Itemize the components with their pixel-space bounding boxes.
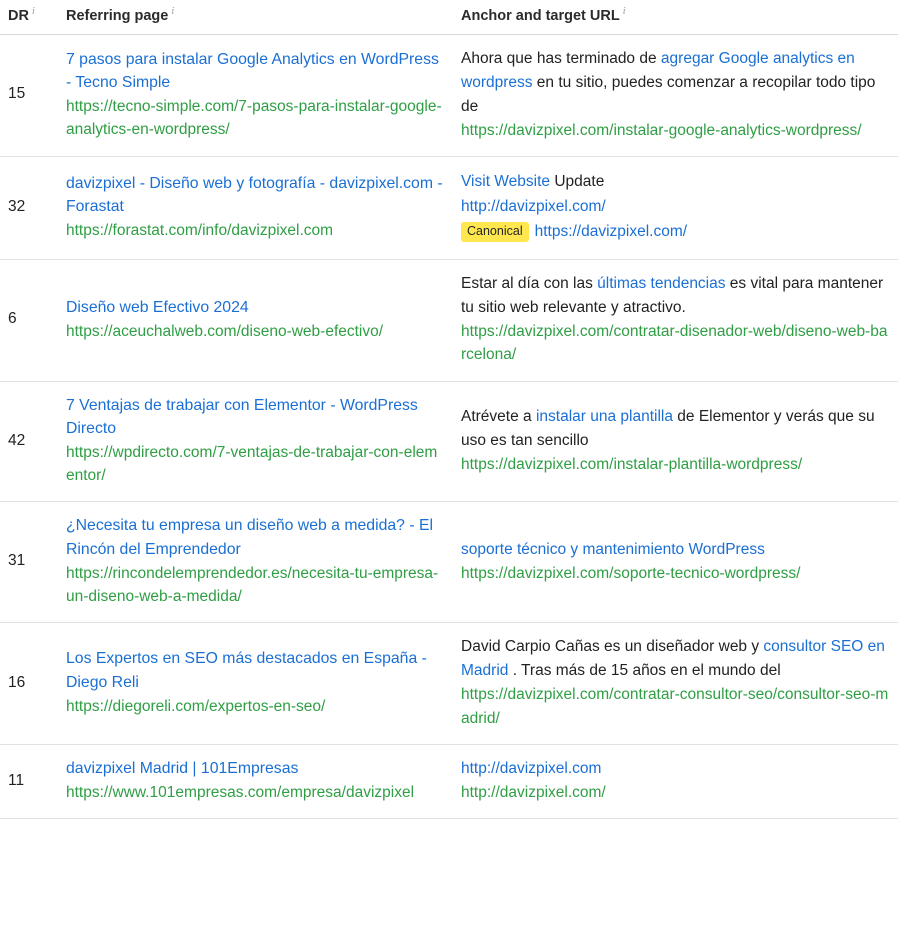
referring-page-url-link[interactable]: https://rincondelemprendedor.es/necesita-tu-empresa-un-diseno-web-a-medida/ (66, 564, 439, 606)
referring-page-cell (58, 623, 453, 745)
target-url-link[interactable]: https://davizpixel.com/contratar-disenador-web/diseno-web-barcelona/ (461, 323, 888, 364)
referring-page-title-link[interactable]: Los Expertos en SEO más destacados en España - Diego Reli (66, 650, 427, 691)
dr-value: 42 (0, 381, 58, 502)
referring-page-cell (58, 157, 453, 260)
target-url-link[interactable]: http://davizpixel.com/ (461, 198, 606, 216)
referring-page-title-link[interactable]: 7 Ventajas de trabajar con Elementor - WordPress Directo (66, 396, 418, 438)
referring-page-title-link[interactable]: davizpixel - Diseño web y fotografía - davizpixel.com - Forastat (66, 174, 443, 216)
anchor-link[interactable]: agregar Google analytics en wordpress (461, 49, 855, 91)
column-header-dr-label: DR (8, 7, 29, 24)
anchor-text-after: en tu sitio, puedes comenzar a recopilar todo tipo de (461, 73, 876, 115)
referring-page-url-link[interactable]: https://wpdirecto.com/7-ventajas-de-trabajar-con-elementor/ (66, 443, 438, 485)
anchor-text-after: es vital para mantener tu sitio web relevante y atractivo. (461, 275, 884, 317)
column-header-referring-page-label: Referring page (66, 7, 169, 24)
column-header-referring-page[interactable] (58, 0, 453, 34)
column-header-anchor-target-url-label: Anchor and target URL (461, 7, 620, 24)
anchor-text-before: Estar al día con las (461, 275, 598, 293)
referring-page-url-link[interactable]: https://forastat.com/info/davizpixel.com (66, 222, 334, 240)
referring-page-cell (58, 34, 453, 156)
dr-value: 11 (0, 744, 58, 818)
anchor-text-after: de Elementor y verás que su uso es tan sencillo (461, 407, 875, 449)
referring-page-url-link[interactable]: https://tecno-simple.com/7-pasos-para-instalar-google-analytics-en-wordpress/ (66, 97, 442, 139)
target-url-link[interactable]: https://davizpixel.com/instalar-plantilla-wordpress/ (461, 455, 803, 473)
target-url-link[interactable]: https://davizpixel.com/instalar-google-analytics-wordpress/ (461, 121, 862, 139)
anchor-target-cell (453, 744, 898, 818)
info-icon[interactable]: i (622, 6, 626, 17)
anchor-text (461, 541, 765, 558)
canonical-url-link[interactable]: https://davizpixel.com/ (534, 222, 688, 240)
canonical-row (461, 219, 890, 245)
anchor-text-before: Atrévete a (461, 407, 536, 425)
anchor-text (461, 638, 885, 679)
anchor-text (461, 50, 875, 115)
anchor-link[interactable]: últimas tendencias (597, 275, 726, 293)
table-row (0, 34, 898, 156)
target-url-link[interactable]: https://davizpixel.com/soporte-tecnico-wordpress/ (461, 564, 801, 582)
anchor-target-cell (453, 502, 898, 623)
referring-page-cell (58, 381, 453, 502)
dr-value: 31 (0, 502, 58, 623)
table-row (0, 157, 898, 260)
anchor-target-cell (453, 34, 898, 156)
anchor-link[interactable]: soporte técnico y mantenimiento WordPress (461, 540, 765, 558)
referring-page-title-link[interactable]: ¿Necesita tu empresa un diseño web a medida? - El Rincón del Emprendedor (66, 517, 434, 559)
table-row (0, 623, 898, 745)
table-header (0, 0, 898, 34)
anchor-link[interactable]: Visit Website (461, 173, 551, 191)
referring-page-cell (58, 744, 453, 818)
target-url-link[interactable]: http://davizpixel.com/ (461, 783, 606, 801)
dr-value: 16 (0, 623, 58, 745)
anchor-target-cell (453, 260, 898, 382)
info-icon[interactable]: i (31, 6, 35, 17)
anchor-text-after: . Tras más de 15 años en el mundo del (508, 662, 781, 680)
referring-page-title-link[interactable]: davizpixel Madrid | 101Empresas (66, 760, 299, 778)
anchor-text (461, 275, 883, 316)
referring-page-url-link[interactable]: https://aceuchalweb.com/diseno-web-efectivo/ (66, 322, 384, 340)
dr-value: 6 (0, 260, 58, 382)
anchor-text-after: Update (550, 173, 605, 191)
referring-page-cell (58, 502, 453, 623)
table-row (0, 744, 898, 818)
table-row (0, 381, 898, 502)
referring-page-title-link[interactable]: Diseño web Efectivo 2024 (66, 298, 249, 316)
anchor-link[interactable]: instalar una plantilla (535, 407, 673, 425)
column-header-anchor-target-url[interactable] (453, 0, 898, 34)
target-url-link[interactable]: https://davizpixel.com/contratar-consultor-seo/consultor-seo-madrid/ (461, 686, 889, 727)
anchor-link[interactable]: http://davizpixel.com (461, 759, 602, 777)
table-row (0, 260, 898, 382)
anchor-text-before: Ahora que has terminado de (461, 49, 661, 67)
status-badge-canonical: Canonical (461, 222, 529, 242)
anchor-text (461, 760, 601, 777)
anchor-link[interactable]: consultor SEO en Madrid (461, 638, 885, 680)
anchor-target-cell (453, 623, 898, 745)
anchor-target-cell (453, 381, 898, 502)
table-row (0, 502, 898, 623)
column-header-dr[interactable] (0, 0, 58, 34)
referring-page-title-link[interactable]: 7 pasos para instalar Google Analytics en WordPress - Tecno Simple (66, 50, 439, 92)
referring-page-url-link[interactable]: https://diegoreli.com/expertos-en-seo/ (66, 697, 326, 715)
anchor-text (461, 169, 890, 195)
referring-page-url-link[interactable]: https://www.101empresas.com/empresa/davizpixel (66, 783, 415, 801)
dr-value: 32 (0, 157, 58, 260)
info-icon[interactable]: i (171, 6, 175, 17)
anchor-target-cell (453, 157, 898, 260)
dr-value: 15 (0, 34, 58, 156)
anchor-text (461, 408, 875, 449)
table-header-row (0, 0, 898, 34)
anchor-text-before: David Carpio Cañas es un diseñador web y (461, 638, 764, 656)
referring-page-cell (58, 260, 453, 382)
table-body (0, 34, 898, 818)
